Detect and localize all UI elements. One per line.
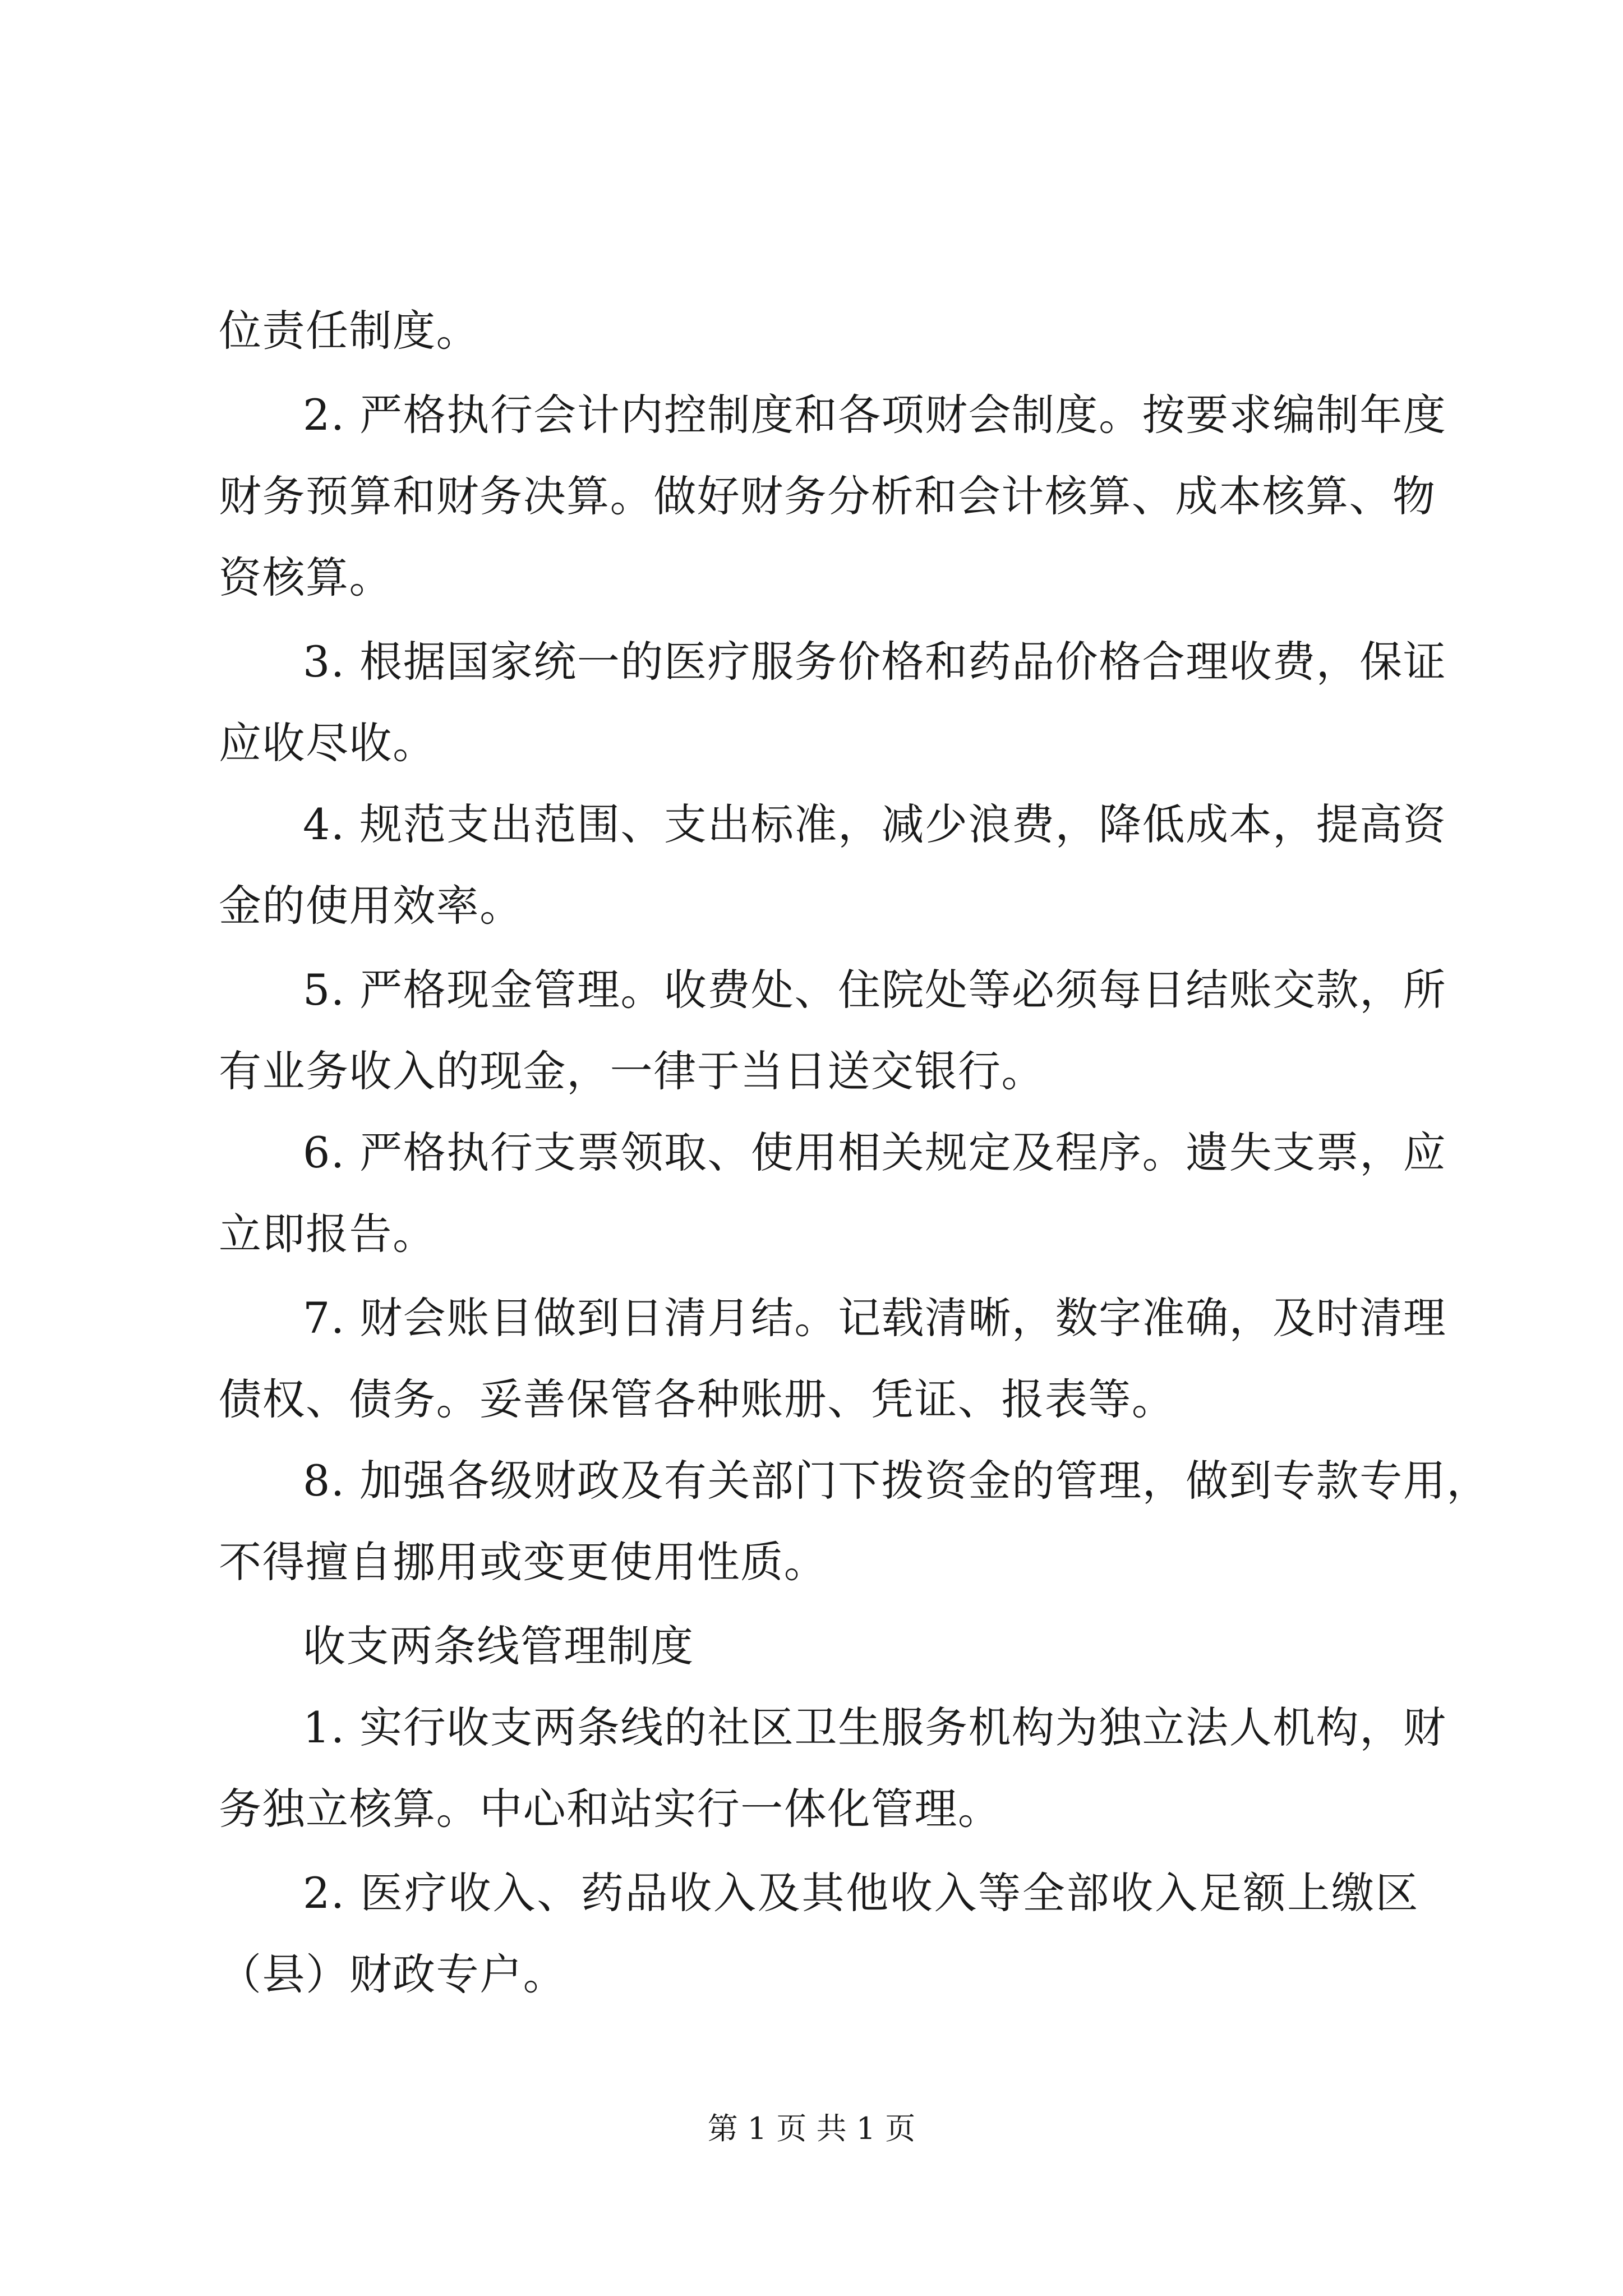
text-line: 应收尽收。	[219, 718, 436, 768]
text-line: 不得擅自挪用或变更使用性质。	[219, 1537, 828, 1587]
text-line: 2. 医疗收入、药品收入及其他收入等全部收入足额上缴区	[303, 1868, 1419, 1918]
text-line: 位责任制度。	[219, 306, 480, 356]
text-line: 务独立核算。中心和站实行一体化管理。	[219, 1784, 1002, 1834]
text-line: 6. 严格执行支票领取、使用相关规定及程序。遗失支票，应	[303, 1128, 1447, 1177]
text-line: 金的使用效率。	[219, 881, 523, 931]
text-line: 1. 实行收支两条线的社区卫生服务机构为独立法人机构，财	[303, 1703, 1447, 1752]
section-heading: 收支两条线管理制度	[303, 1621, 694, 1671]
text-line: 3. 根据国家统一的医疗服务价格和药品价格合理收费，保证	[303, 637, 1447, 687]
text-line: 8. 加强各级财政及有关部门下拨资金的管理，做到专款专用，	[303, 1456, 1490, 1506]
text-line: 4. 规范支出范围、支出标准，减少浪费，降低成本，提高资	[303, 799, 1447, 849]
text-line: 5. 严格现金管理。收费处、住院处等必须每日结账交款，所	[303, 965, 1447, 1015]
text-line: 债权、债务。妥善保管各种账册、凭证、报表等。	[219, 1374, 1175, 1424]
text-line: （县）财政专户。	[219, 1949, 567, 1999]
text-line: 7. 财会账目做到日清月结。记载清晰，数字准确，及时清理	[303, 1293, 1447, 1343]
text-line: 资核算。	[219, 553, 393, 602]
text-line: 财务预算和财务决算。做好财务分析和会计核算、成本核算、物	[219, 471, 1436, 521]
page-footer: 第 1 页 共 1 页	[707, 2111, 916, 2146]
text-line: 2. 严格执行会计内控制度和各项财会制度。按要求编制年度	[303, 390, 1447, 440]
text-line: 立即报告。	[219, 1209, 436, 1259]
text-line: 有业务收入的现金，一律于当日送交银行。	[219, 1046, 1045, 1096]
